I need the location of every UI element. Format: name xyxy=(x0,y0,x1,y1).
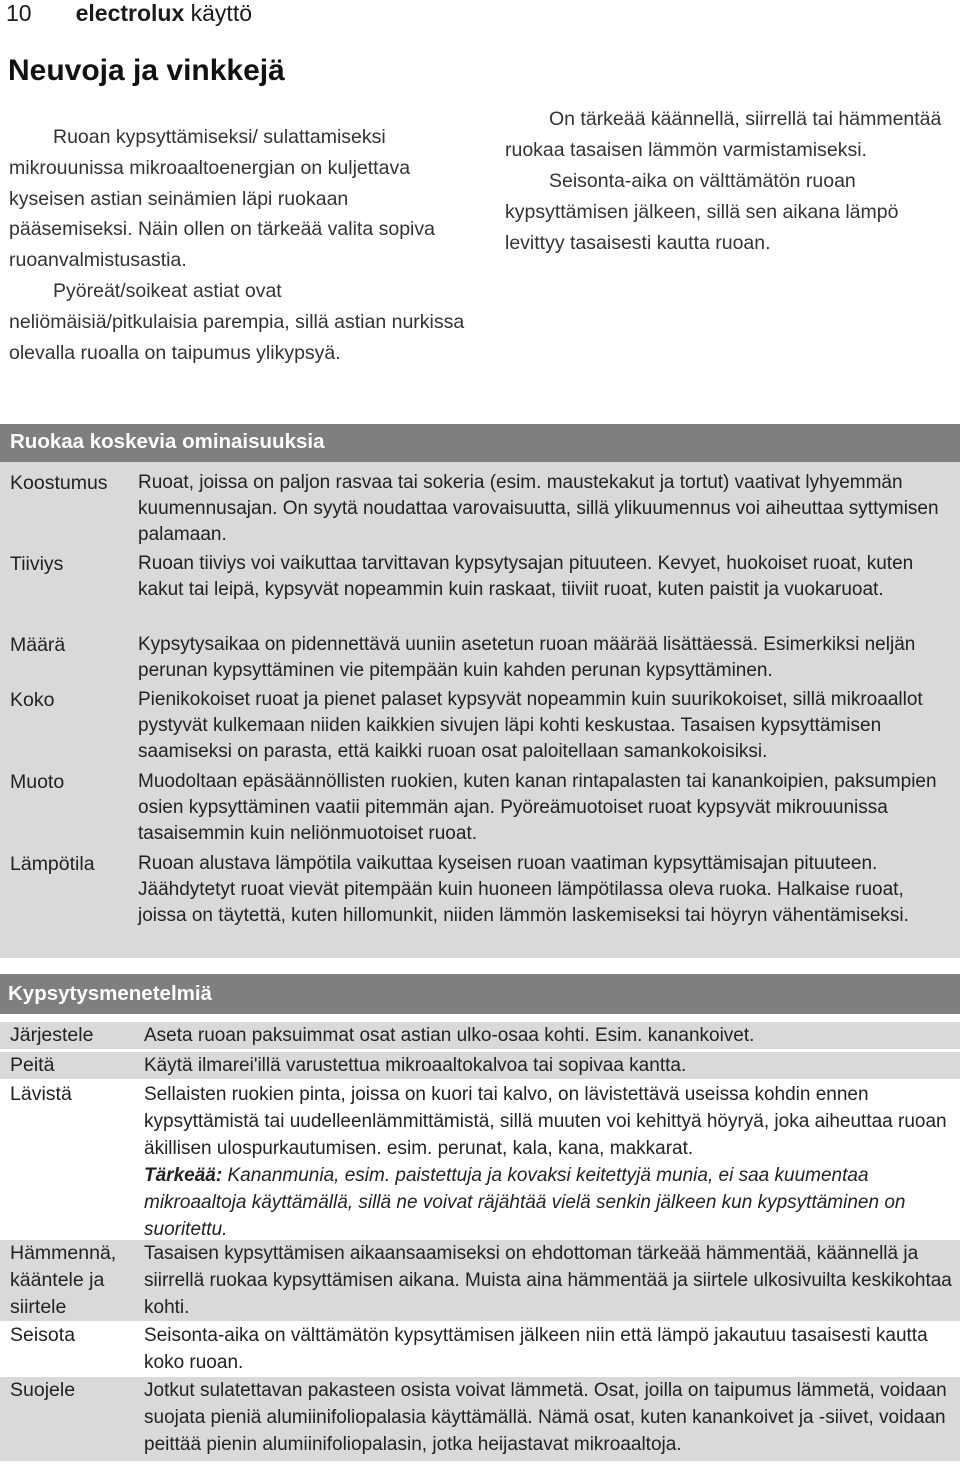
intro-paragraph: Pyöreät/soikeat astiat ovat neliömäisiä/pitkulaisia parempia, sillä astian nurkissa olevalla ruoalla on taipumus ylikypsyä. xyxy=(9,279,465,364)
row-label: Tiiviys xyxy=(10,553,64,575)
important-note xyxy=(144,1165,905,1240)
row-text: Tasaisen kypsyttämisen aikaansaamiseksi on ehdottoman tärkeää hämmentää, käännellä ja siirrellä ruokaa kypsyttämisen aikana. Muista aina hämmentää ja siirtele ulkosivuilta keskikohtaa kohti. xyxy=(144,1243,952,1318)
row-text: Ruoat, joissa on paljon rasvaa tai sokeria (esim. maustekakut ja tortut) vaativat lyhyemmän kuumennusajan. On syytä noudattaa varovaisuutta, sillä ylikuumennus voi aiheuttaa syttymisen palamaan. xyxy=(138,472,939,545)
row-text: Jotkut sulatettavan pakasteen osista voivat lämmetä. Osat, joilla on taipumus lämmetä, voidaan suojata pieniä alumiinifoliopalasia käyttämällä. Nämä osat, kuten kanankoivet ja -siivet, voidaan peittää pienin alumiinifoliopalasin, jotka heijastavat mikroaaltoja. xyxy=(144,1380,947,1455)
row-label: Lävistä xyxy=(10,1083,72,1105)
method-row xyxy=(0,1052,960,1079)
method-row xyxy=(0,1377,960,1461)
row-label: Suojele xyxy=(10,1379,76,1401)
row-label: Koostumus xyxy=(10,472,108,494)
food-properties-table xyxy=(0,462,960,958)
cooking-methods-heading: Kypsytysmenetelmiä xyxy=(0,974,960,1014)
row-text: Kypsytysaikaa on pidennettävä uuniin asetetun ruoan määrää lisättäessä. Esimerkiksi neljän perunan kypsyttäminen vie pitempään kuin kahden perunan kypsyttäminen. xyxy=(138,634,916,681)
intro-paragraph: Ruoan kypsyttämiseksi/ sulattamiseksi mikrouunissa mikroaaltoenergian on kuljettava kyseisen astian seinämien läpi ruokaan pääsemiseksi. Näin ollen on tärkeää valita sopiva ruoanvalmistusastia. xyxy=(9,126,435,272)
row-label: Määrä xyxy=(10,634,66,656)
row-text: Käytä ilmarei'illä varustettua mikroaaltokalvoa tai sopivaa kantta. xyxy=(144,1055,687,1076)
row-label: Koko xyxy=(10,689,55,711)
method-row xyxy=(0,1022,960,1049)
food-properties-heading: Ruokaa koskevia ominaisuuksia xyxy=(0,424,960,462)
row-text: Ruoan alustava lämpötila vaikuttaa kyseisen ruoan vaatiman kypsyttämisajan pituuteen. Jäähdytetyt ruoat vievät pitempään kuin huoneen lämpötilassa oleva ruoka. Halkaise ruoat, joissa on täytettä, kuten hillomunkit, niiden lämmön laskemiseksi tai höyryn vähentämiseksi. xyxy=(138,853,909,926)
row-label: Peitä xyxy=(10,1054,55,1076)
row-label: Lämpötila xyxy=(10,853,95,875)
row-label: Seisota xyxy=(10,1324,76,1346)
method-row xyxy=(0,1081,960,1243)
row-text: Muodoltaan epäsäännöllisten ruokien, kuten kanan rintapalasten tai kanankoipien, paksumpien osien kypsyttäminen vaatii pitemmän ajan. Pyöreämuotoiset ruoat kypsyvät mikrouunissa tasaisemmin kuin neliönmuotoiset ruoat. xyxy=(138,771,937,844)
row-text: Aseta ruoan paksuimmat osat astian ulko-osaa kohti. Esim. kanankoivet. xyxy=(144,1025,755,1046)
intro-paragraph: Seisonta-aika on välttämätön ruoan kypsyttämisen jälkeen, sillä sen aikana lämpö levittyy tasaisesti kautta ruoan. xyxy=(505,170,899,254)
row-label: Järjestele xyxy=(10,1024,94,1046)
brand-name: electrolux xyxy=(75,0,185,26)
row-label: Hämmennä, kääntele ja siirtele xyxy=(10,1242,117,1318)
section-name: käyttö xyxy=(190,0,253,26)
method-row xyxy=(0,1322,960,1376)
row-text: Pienikokoiset ruoat ja pienet palaset kypsyvät nopeammin kuin suurikokoiset, sillä mikroaallot pystyvät kulkemaan niiden kaikkien sivujen läpi kohti keskustaa. Tasaisen kypsyttämisen saamiseksi on parasta, että kaikki ruoan osat paloitellaan samankokoisiksi. xyxy=(138,689,923,762)
page-header xyxy=(6,0,252,28)
row-text xyxy=(144,1081,956,1243)
important-label: Tärkeää: xyxy=(144,1165,223,1186)
intro-paragraph: On tärkeää käännellä, siirrellä tai hämmentää ruokaa tasaisen lämmön varmistamiseksi. xyxy=(505,108,942,161)
row-label: Muoto xyxy=(10,771,65,793)
row-text: Seisonta-aika on välttämätön kypsyttämisen jälkeen niin että lämpö jakautuu tasaisesti kautta koko ruoan. xyxy=(144,1325,928,1373)
intro-right-column xyxy=(505,104,955,259)
method-description: Sellaisten ruokien pinta, joissa on kuori tai kalvo, on lävistettävä useissa kohdin ennen kypsyttämistä tai uudelleenlämmittämistä, sillä muuten voi kehittyä höyryä, joka aiheuttaa ruoan äkillisen ulospurkautumisen. esim. perunat, kala, kana, makkarat. xyxy=(144,1084,947,1159)
page-number: 10 xyxy=(6,0,32,26)
page-title: Neuvoja ja vinkkejä xyxy=(8,54,285,87)
method-row xyxy=(0,1240,960,1321)
row-text: Ruoan tiiviys voi vaikuttaa tarvittavan kypsytysajan pituuteen. Kevyet, huokoiset ruoat, kuten kakut tai leipä, kypsyvät nopeammin kuin raskaat, tiiviit ruoat, kuten paistit ja vuokaruoat. xyxy=(138,553,914,600)
important-text: Kananmunia, esim. paistettuja ja kovaksi keitettyjä munia, ei saa kuumentaa mikroaaltoja käyttämällä, sillä ne voivat räjähtää vielä senkin jälkeen kun kypsyttäminen on suoritettu. xyxy=(144,1165,906,1240)
intro-left-column xyxy=(9,122,471,368)
